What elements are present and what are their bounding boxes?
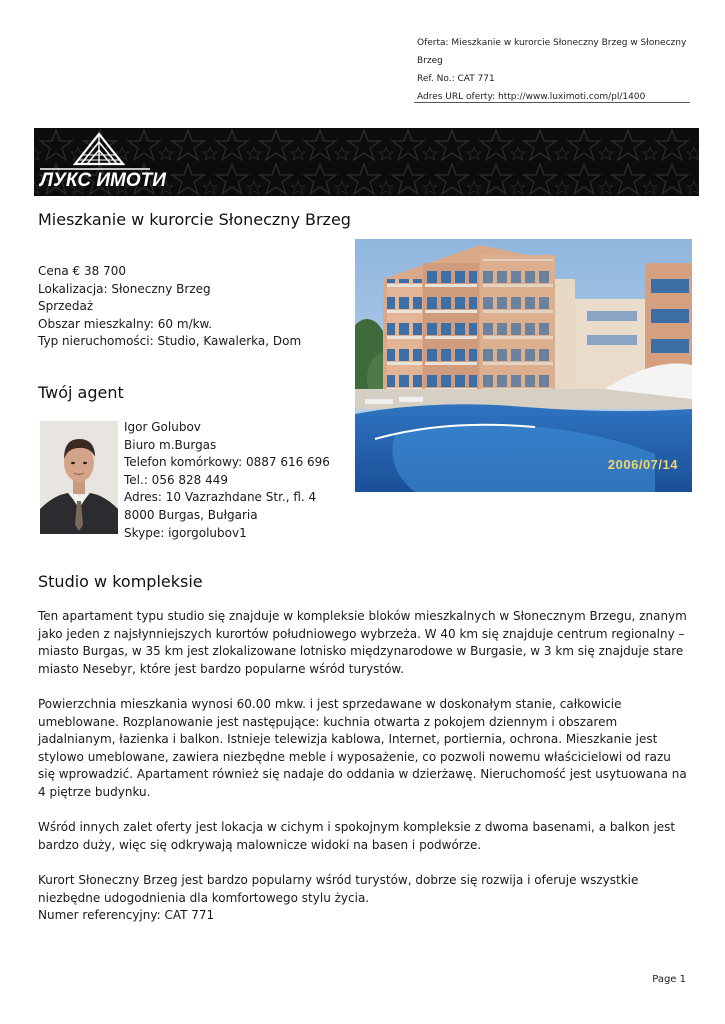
description-paragraph: Wśród innych zalet oferty jest lokacja w cichym i spokojnym kompleksie z dwoma basenami, a balkon jest bardzo duży, więc się odkrywają malownicze widoki na basen i podwórze. [38, 820, 676, 852]
agent-name: Igor Golubov [124, 420, 201, 434]
agent-heading: Twój agent [38, 383, 124, 402]
agent-address: Adres: 10 Vazrazhdane Str., fl. 4 [124, 490, 317, 505]
deal-type: Sprzedaż [38, 299, 94, 314]
listing-title: Mieszkanie w kurorcie Słoneczny Brzeg [38, 210, 351, 229]
offer-title-line2: Brzeg [417, 56, 443, 66]
description-paragraph: Kurort Słoneczny Brzeg jest bardzo popularny wśród turystów, dobrze się rozwija i oferuje wszystkie niezbędne udogodnienia dla komfortowego stylu życia. [38, 872, 639, 905]
property-photo [355, 239, 692, 492]
agent-photo [40, 421, 118, 534]
offer-meta [417, 34, 692, 106]
location: Lokalizacja: Słoneczny Brzeg [38, 281, 211, 296]
price: Cena € 38 700 [38, 264, 126, 278]
agent-phone: Tel.: 056 828 449 [124, 472, 229, 487]
agent-city: 8000 Burgas, Bułgaria [124, 507, 258, 522]
photo-date-stamp: 2006/07/14 [607, 457, 678, 472]
offer-title-line1: Oferta: Mieszkanie w kurorcie Słoneczny Brzeg w Słoneczny [417, 38, 687, 48]
agent-mobile: Telefon komórkowy: 0887 616 696 [124, 455, 330, 470]
agent-office: Biuro m.Burgas [124, 437, 217, 452]
agent-contact [124, 419, 330, 542]
page-number: Page 1 [652, 974, 686, 985]
reference-number: Numer referencyjny: CAT 771 [38, 908, 215, 923]
logo-text: ЛУКС ИМОТИ [40, 170, 166, 191]
brand-banner [34, 128, 699, 196]
agent-skype: Skype: igorgolubov1 [124, 525, 247, 540]
description-paragraph: Powierzchnia mieszkania wynosi 60.00 mkw. i jest sprzedawane w doskonałym stanie, całkowicie umeblowane. Rozplanowanie jest następujące: kuchnia otwarta z pokojem dziennym i obszarem jadalnianym, łazienka i balkon. Istnieje telewizja kablowa, Internet, portiernia, ochrona. Mieszkanie jest stylowo umeblowane, zawiera niezbędne meble i wyposażenie, co pozwoli nowemu właścicielowi od razu się wprowadzić. Apartament również się nadaje do oddania w dzierżawę. Nieruchomość jest usytuowana na 4 piętrze budynku. [38, 696, 687, 799]
listing-facts [38, 263, 301, 351]
offer-ref: Ref. No.: CAT 771 [417, 74, 495, 84]
living-area: Obszar mieszkalny: 60 m/kw. [38, 316, 213, 331]
offer-url[interactable]: Adres URL oferty: http://www.luximoti.com/pl/1400 [417, 92, 646, 102]
property-type: Typ nieruchomości: Studio, Kawalerka, Dom [38, 334, 302, 349]
description-paragraph: Ten apartament typu studio się znajduje w kompleksie bloków mieszkalnych w Słonecznym Brzegu, znanym jako jeden z najsłynniejszych kurortów południowego wybrzeża. W 40 km się znajduje centrum regionalny – miasto Burgas, w 35 km jest zlokalizowane lotnisko międzynarodowe w Burgasie, w 3 km się znajduje stare miasto Nesebyr, które jest bardzo popularne wśród turystów. [38, 609, 687, 676]
star-pattern [34, 128, 699, 196]
description-heading: Studio w kompleksie [38, 572, 203, 591]
description-body [38, 608, 688, 925]
meta-divider [414, 102, 690, 103]
